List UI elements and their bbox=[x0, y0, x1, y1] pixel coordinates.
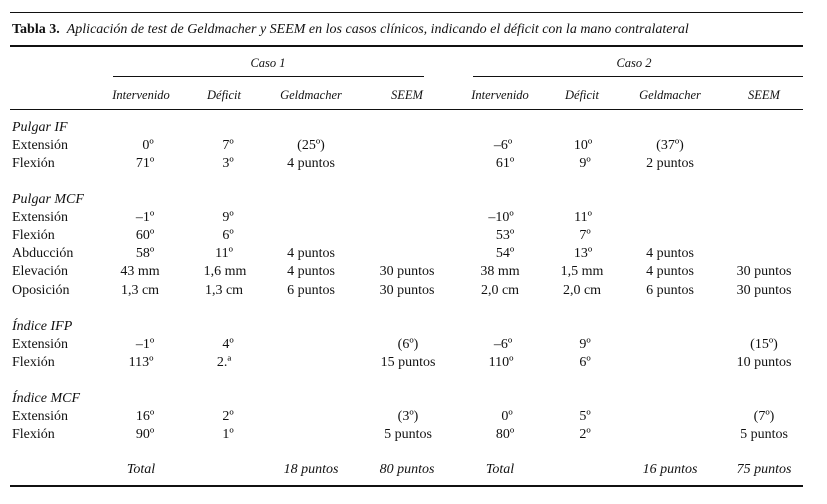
row-label: Oposición bbox=[12, 283, 70, 298]
row-label: Flexión bbox=[12, 355, 55, 370]
table-cell: 4 puntos bbox=[287, 246, 335, 261]
table-cell: 43 mm bbox=[120, 264, 160, 279]
row-label: Abducción bbox=[12, 246, 74, 261]
table-label: Tabla 3. bbox=[12, 22, 60, 37]
table-cell: 0º bbox=[501, 409, 513, 424]
table-cell: 2.ª bbox=[216, 355, 232, 370]
row-label: Extensión bbox=[12, 210, 68, 225]
table-cell: (3º) bbox=[397, 409, 419, 424]
row-label: Flexión bbox=[12, 228, 55, 243]
table-cell: 9º bbox=[579, 337, 591, 352]
section-title: Pulgar IF bbox=[12, 120, 68, 135]
column-header: SEEM bbox=[748, 88, 780, 102]
table-cell: (15º) bbox=[750, 337, 778, 352]
table-cell: 4 puntos bbox=[287, 264, 335, 279]
column-header: Déficit bbox=[564, 88, 600, 102]
table-cell: 16º bbox=[135, 409, 155, 424]
table-cell: 90º bbox=[135, 427, 155, 442]
table-cell: 30 puntos bbox=[736, 283, 792, 298]
section-title: Índice IFP bbox=[12, 319, 73, 334]
table-cell: 5º bbox=[579, 409, 591, 424]
table-cell: –6º bbox=[493, 138, 513, 153]
table-cell: 1,3 cm bbox=[120, 283, 160, 298]
case-header: Caso 1 bbox=[250, 56, 286, 70]
total-cell: 18 puntos bbox=[283, 462, 339, 477]
table-cell: 5 puntos bbox=[740, 427, 788, 442]
total-label: Total bbox=[485, 462, 515, 477]
row-label: Elevación bbox=[12, 264, 68, 279]
row-label: Extensión bbox=[12, 337, 68, 352]
row-label: Extensión bbox=[12, 409, 68, 424]
table-cell: 110º bbox=[488, 355, 514, 370]
table-cell: 2,0 cm bbox=[562, 283, 602, 298]
table-cell: 6º bbox=[579, 355, 591, 370]
table-cell: 5 puntos bbox=[384, 427, 432, 442]
table-cell: 0º bbox=[142, 138, 154, 153]
bottom-rule bbox=[10, 485, 803, 487]
table-cell: 11º bbox=[215, 246, 233, 261]
row-label: Flexión bbox=[12, 427, 55, 442]
table-cell: 30 puntos bbox=[736, 264, 792, 279]
case-header: Caso 2 bbox=[616, 56, 652, 70]
column-header: Intervenido bbox=[112, 88, 170, 102]
table-cell: (7º) bbox=[753, 409, 775, 424]
table-cell: 1,6 mm bbox=[203, 264, 247, 279]
row-label: Extensión bbox=[12, 138, 68, 153]
title-rule bbox=[10, 45, 803, 47]
header-rule bbox=[10, 109, 803, 110]
table-cell: 113º bbox=[128, 355, 154, 370]
row-label: Flexión bbox=[12, 156, 55, 171]
total-cell: 16 puntos bbox=[642, 462, 698, 477]
table-cell: 1,3 cm bbox=[204, 283, 244, 298]
table-cell: 1º bbox=[222, 427, 234, 442]
table-cell: 2,0 cm bbox=[480, 283, 520, 298]
table-cell: 4 puntos bbox=[287, 156, 335, 171]
table-cell: 30 puntos bbox=[379, 264, 435, 279]
table-cell: 38 mm bbox=[480, 264, 520, 279]
table-cell: 10º bbox=[573, 138, 593, 153]
table-cell: 7º bbox=[579, 228, 591, 243]
table-cell: 6º bbox=[222, 228, 234, 243]
table-cell: 61º bbox=[495, 156, 515, 171]
total-cell: 75 puntos bbox=[736, 462, 792, 477]
table-cell: 4 puntos bbox=[646, 264, 694, 279]
table-cell: 6 puntos bbox=[646, 283, 694, 298]
table-cell: 15 puntos bbox=[380, 355, 436, 370]
table-cell: 58º bbox=[135, 246, 155, 261]
column-header: Déficit bbox=[206, 88, 242, 102]
table-cell: 11º bbox=[574, 210, 592, 225]
table-cell: (37º) bbox=[656, 138, 684, 153]
total-label: Total bbox=[126, 462, 156, 477]
table-cell: 7º bbox=[222, 138, 234, 153]
table-cell: (6º) bbox=[397, 337, 419, 352]
table-cell: 53º bbox=[495, 228, 515, 243]
table-cell: 2 puntos bbox=[646, 156, 694, 171]
table-cell: 4 puntos bbox=[646, 246, 694, 261]
table-caption-text: Aplicación de test de Geldmacher y SEEM en los casos clínicos, indicando el déficit con la mano contralateral bbox=[66, 22, 689, 37]
total-cell: 80 puntos bbox=[379, 462, 435, 477]
column-header: SEEM bbox=[391, 88, 423, 102]
caso2-rule bbox=[473, 76, 803, 77]
table-cell: 2º bbox=[579, 427, 591, 442]
table-cell: 3º bbox=[222, 156, 234, 171]
column-header: Geldmacher bbox=[280, 88, 342, 102]
table-cell: 10 puntos bbox=[736, 355, 792, 370]
table-caption bbox=[12, 22, 689, 38]
table-cell: –1º bbox=[135, 337, 155, 352]
table-cell: –6º bbox=[493, 337, 513, 352]
table-cell: 4º bbox=[222, 337, 234, 352]
table-cell: (25º) bbox=[297, 138, 325, 153]
table-cell: 6 puntos bbox=[287, 283, 335, 298]
section-title: Índice MCF bbox=[12, 391, 81, 406]
table-cell: 9º bbox=[579, 156, 591, 171]
column-header: Intervenido bbox=[471, 88, 529, 102]
table-cell: 80º bbox=[495, 427, 515, 442]
section-title: Pulgar MCF bbox=[12, 192, 84, 207]
table-cell: 9º bbox=[222, 210, 234, 225]
table-cell: 2º bbox=[222, 409, 234, 424]
top-rule bbox=[10, 12, 803, 13]
column-header: Geldmacher bbox=[639, 88, 701, 102]
table-cell: 71º bbox=[135, 156, 155, 171]
table-cell: 54º bbox=[495, 246, 515, 261]
table-cell: 13º bbox=[573, 246, 593, 261]
caso1-rule bbox=[113, 76, 424, 77]
table-cell: –1º bbox=[135, 210, 155, 225]
table-cell: –10º bbox=[488, 210, 514, 225]
table-cell: 1,5 mm bbox=[560, 264, 604, 279]
table-cell: 60º bbox=[135, 228, 155, 243]
table-cell: 30 puntos bbox=[379, 283, 435, 298]
